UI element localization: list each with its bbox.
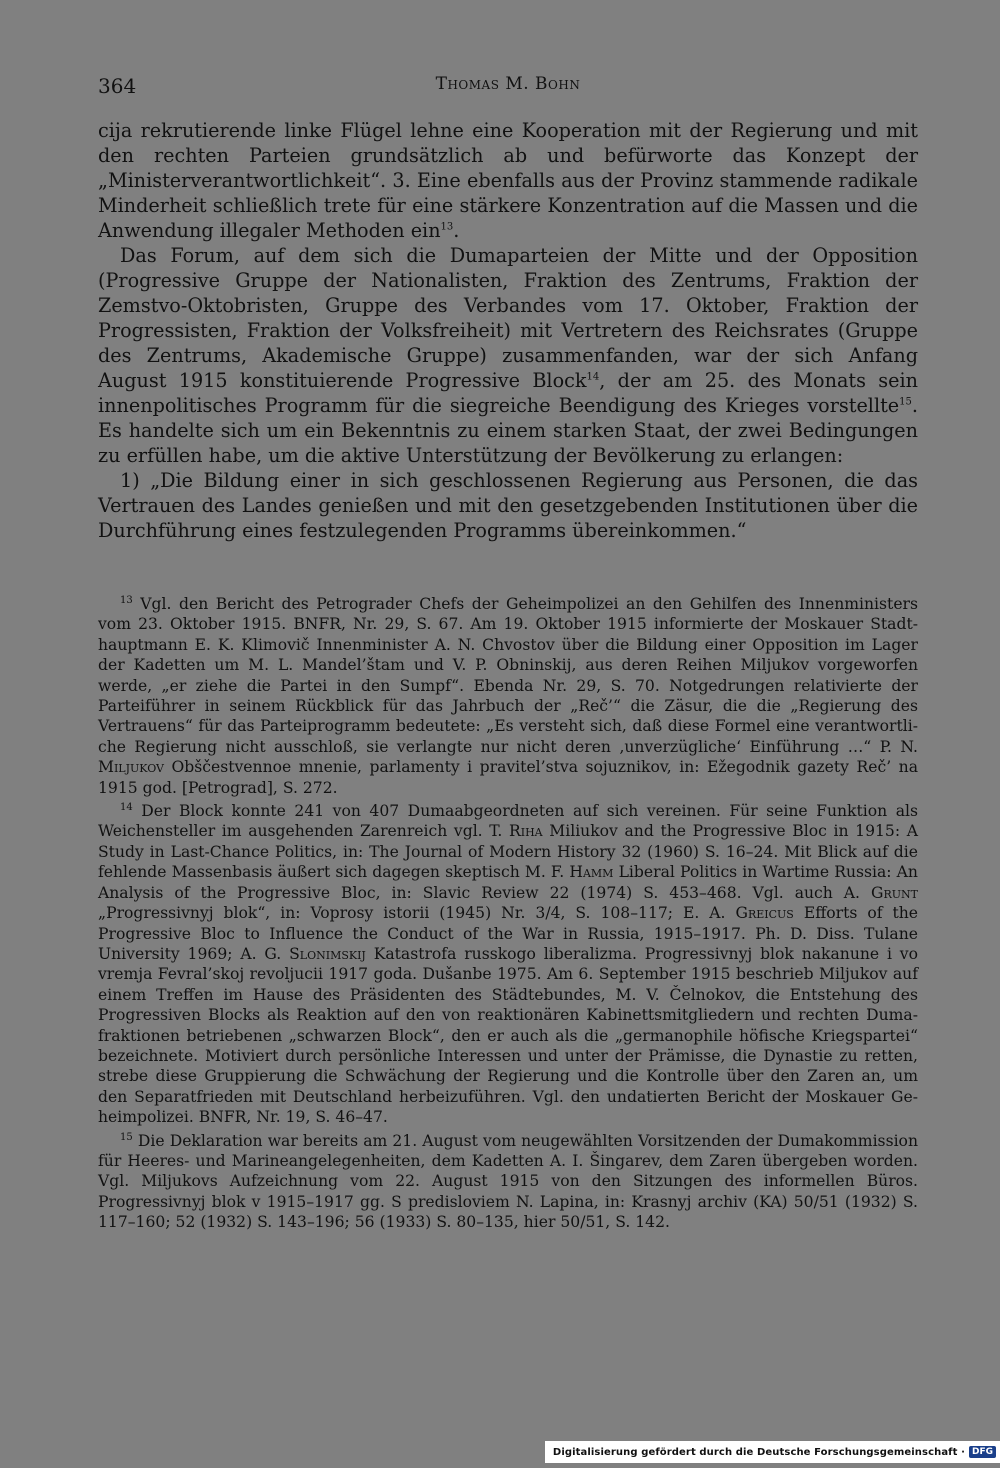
footnote-14-text-c: Liberal Politics in Wartime Russia: An Analysis of the Progressive Bloc, in: Slavic Review 22 (1974) S. 453–468. Vgl. auch A. [98, 863, 918, 902]
footnote-ref-13[interactable]: 13 [440, 221, 454, 233]
digitization-footer [545, 1441, 1000, 1463]
paragraph-1-end: . [453, 219, 460, 242]
footnote-ref-15[interactable]: 15 [899, 396, 912, 408]
footer-credit-text: Digitalisierung gefördert durch die Deutsche Forschungsgemeinschaft · [552, 1446, 965, 1458]
paragraph-2-text-a: Das Forum, auf dem sich die Dumaparteien der Mitte und der Opposition (Progressive Gruppe der Nationalisten, Fraktion des Zentrums, Fraktion der Zemstvo-Oktobristen, Gruppe des Verbandes vom 17. Oktober, Fraktion der Progressisten, Fraktion der Volksfreiheit) mit Vertretern des Reichsrates (Gruppe des Zentrums, Akademische Gruppe) zusammenfanden, war der sich Anfang August 1915 konstituierende Progressive Block [98, 244, 918, 392]
paragraph-1-text: cija rekrutierende linke Flügel lehne eine Kooperation mit der Regierung und mit den rechten Parteien grundsätzlich ab und befürworte das Konzept der „Ministerverantwortlichkeit“. 3. Eine ebenfalls aus der Provinz stammende radikale Minderheit schließlich trete für eine stärkere Konzentration auf die Massen und die Anwendung illegaler Methoden ein [98, 119, 918, 242]
footnote-15 [98, 1131, 918, 1233]
footnote-15-number: 15 [120, 1131, 133, 1143]
footnote-14-text-d: „Progressivnyj blok“, in: Voprosy istorii (1945) Nr. 3/4, S. 108–117; E. A. [98, 904, 726, 923]
page-number: 364 [98, 74, 137, 98]
running-head: Thomas M. Bohn [435, 74, 581, 94]
footnotes [98, 594, 918, 1236]
paragraph-2 [98, 243, 918, 468]
footnote-14 [98, 801, 918, 1128]
footnote-13 [98, 594, 918, 798]
page-header [98, 74, 918, 104]
footnote-13-text-b: Obščestvennoe mnenie, parlamenty i pravitel’stva sojuznikov, in: Ežegodnik gazety Reč’ na 1915 god. [Petrograd], S. 272. [98, 758, 918, 797]
footnote-14-number: 14 [120, 801, 133, 813]
author-grunt: Grunt [871, 883, 918, 902]
paragraph-3-quote: 1) „Die Bildung einer in sich geschlossenen Regierung aus Personen, die das Vertrauen des Landes genießen und mit den gesetzgebenden Institutionen über die Durchführung eines festzulegenden Programms übereinkommen.“ [98, 469, 918, 542]
footnote-14-text-a: Der Block konnte 241 von 407 Dumaabgeordneten auf sich vereinen. Für seine Funktion als Weichensteller im ausgehenden Zarenreich vgl. T. [98, 802, 918, 841]
footnote-14-text-e: Efforts of the Progressive Bloc to Influence the Conduct of the War in Russia, 1915–1917. Ph. D. Diss. Tulane University 1969; A. G. [98, 904, 918, 963]
footnote-15-text: Die Deklaration war bereits am 21. August vom neugewählten Vorsitzenden der Dumakommission für Heeres- und Marineangelegenheiten, dem Kadetten A. I. Šingarev, dem Zaren übergeben worden. Vgl. Miljukovs Aufzeichnung vom 22. August 1915 von den Sitzungen des informellen Büros. Progressivnyj blok v 1915–1917 gg. S predisloviem N. Lapina, in: Krasnyj archiv (KA) 50/51 (1932) S. 117–160; 52 (1932) S. 143–196; 56 (1933) S. 80–135, hier 50/51, S. 142. [98, 1131, 918, 1232]
paragraph-2-text-c: . Es handelte sich um ein Bekenntnis zu einem starken Staat, der zwei Bedingungen zu erfüllen habe, um die aktive Unterstützung der Bevölkerung zu erlangen: [98, 394, 918, 467]
paragraph-1 [98, 118, 918, 243]
main-text [98, 118, 918, 543]
footnote-14-text-b: Miliukov and the Progressive Bloc in 1915: A Study in Last-Chance Politics, in: The Journal of Modern History 32 (1960) S. 16–24. Mit Blick auf die fehlende Massenbasis äußert sich dagegen skeptisch M. F. [98, 822, 918, 882]
footnote-13-text-a: Vgl. den Bericht des Petrograder Chefs der Geheimpolizei an den Gehilfen des Innenministers vom 23. Oktober 1915. BNFR, Nr. 29, S. 67. Am 19. Oktober 1915 informierte der Moskauer Stadthauptmann E. K. Klimovič Innenminister A. N. Chvostov über die Bildung einer Opposition im Lager der Kadetten um M. L. Mandel’štam und V. P. Obninskij, aus deren Reihen Miljukov vorgeworfen werde, „er ziehe die Partei in den Sumpf“. Ebenda Nr. 29, S. 70. Notgedrungen relativierte der Parteiführer in seinem Rückblick für das Jahrbuch der „Reč’“ die Zäsur, die die „Regierung des Vertrauens“ für das Parteiprogramm bedeutete: „Es versteht sich, daß diese Formel eine verantwortliche Regierung nicht ausschloß, sie verlangte nur nicht deren ‚unverzügliche‘ Einführung …“ P. N. [98, 595, 918, 756]
paragraph-2-text-b: , der am 25. des Monats sein innenpolitisches Programm für die siegreiche Beendigung des Krieges vorstellte [98, 369, 918, 417]
author-hamm: Hamm [569, 863, 614, 882]
author-slonimskij: Slonimskij [289, 944, 366, 963]
footnote-13-number: 13 [120, 594, 133, 606]
footnote-14-text-f: Katastrofa russkogo liberalizma. Progressivnyj blok nakanune i vo vremja Fevral’skoj revoljucii 1917 goda. Dušanbe 1975. Am 6. September 1915 beschrieb Miljukov auf einem Treffen im Hause des Präsidenten des Städtebundes, M. V. Čelnokov, die Entstehung des Progressiven Blocks als Reaktion auf den von reaktionären Kabinettsmitgliedern und rechten Dumafraktionen betriebenen „schwarzen Block“, den er auch als die „germanophile höfische Kriegspartei“ bezeichnete. Motiviert durch persönliche Interessen und unter der Prämisse, die Dynastie zu retten, strebe diese Gruppierung die Schwächung der Regierung und die Kontrolle über den Zaren an, um den Separatfrieden mit Deutschland herbeizuführen. Vgl. den undatierten Bericht der Moskauer Geheimpolizei. BNFR, Nr. 19, S. 46–47. [98, 944, 918, 1127]
footnote-ref-14[interactable]: 14 [586, 371, 600, 383]
dfg-logo-icon: DFG [969, 1446, 996, 1458]
author-riha: Riha [508, 822, 543, 841]
author-miljukov: Miljukov [98, 758, 164, 777]
author-greicus: Greicus [735, 904, 794, 923]
